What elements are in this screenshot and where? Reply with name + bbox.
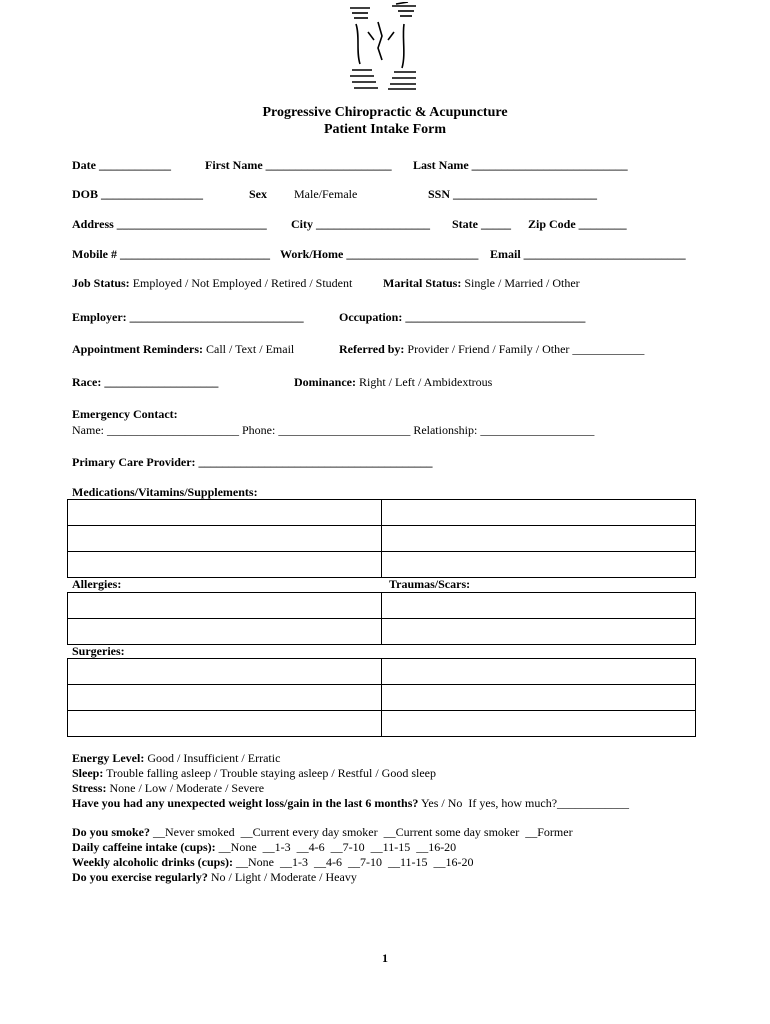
table-row [68, 711, 696, 737]
marital-status[interactable]: Marital Status: Single / Married / Other [383, 276, 580, 290]
energy-level[interactable]: Energy Level: Good / Insufficient / Erratic [72, 751, 281, 765]
traumas-cell[interactable] [382, 593, 696, 619]
sleep[interactable]: Sleep: Trouble falling asleep / Trouble staying asleep / Restful / Good sleep [72, 766, 436, 780]
smoking[interactable]: Do you smoke? __Never smoked __Current every day smoker __Current some day smoker __Former [72, 825, 573, 839]
job-status[interactable]: Job Status: Employed / Not Employed / Retired / Student [72, 276, 353, 290]
emergency-contact-fields[interactable]: Name: ______________________ Phone: ______________________ Relationship: ___________________ [72, 423, 595, 437]
medications-cell[interactable] [68, 526, 382, 552]
page-number: 1 [382, 951, 388, 965]
table-row [68, 659, 696, 685]
table-row [68, 619, 696, 645]
emergency-contact-label: Emergency Contact: [72, 407, 178, 421]
work-home-field[interactable]: Work/Home ______________________ [280, 247, 479, 261]
occupation-field[interactable]: Occupation: ______________________________ [339, 310, 586, 324]
medications-table [67, 499, 696, 578]
traumas-label: Traumas/Scars: [389, 577, 471, 591]
table-row [68, 685, 696, 711]
medications-cell[interactable] [382, 500, 696, 526]
dominance[interactable]: Dominance: Right / Left / Ambidextrous [294, 375, 493, 389]
first-name-field[interactable]: First Name _____________________ [205, 158, 392, 172]
last-name-field[interactable]: Last Name __________________________ [413, 158, 628, 172]
spine-back-icon [348, 2, 418, 90]
surgeries-label: Surgeries: [72, 644, 125, 658]
surgeries-cell[interactable] [382, 711, 696, 737]
surgeries-cell[interactable] [68, 685, 382, 711]
exercise[interactable]: Do you exercise regularly? No / Light / Moderate / Heavy [72, 870, 357, 884]
table-row [68, 593, 696, 619]
form-clinic-name: Progressive Chiropractic & Acupuncture [262, 105, 508, 120]
ssn-field[interactable]: SSN ________________________ [428, 187, 598, 201]
race-field[interactable]: Race: ___________________ [72, 375, 219, 389]
medications-label: Medications/Vitamins/Supplements: [72, 485, 258, 499]
alcohol-intake[interactable]: Weekly alcoholic drinks (cups): __None __1-3 __4-6 __7-10 __11-15 __16-20 [72, 855, 474, 869]
email-field[interactable]: Email ___________________________ [490, 247, 686, 261]
medications-cell[interactable] [382, 526, 696, 552]
table-row [68, 526, 696, 552]
sex-options[interactable]: Male/Female [294, 187, 358, 201]
allergies-label: Allergies: [72, 577, 122, 591]
table-row [68, 500, 696, 526]
allergies-traumas-table [67, 592, 696, 645]
allergies-cell[interactable] [68, 593, 382, 619]
dob-field[interactable]: DOB _________________ [72, 187, 204, 201]
city-field[interactable]: City ___________________ [291, 217, 430, 231]
medications-cell[interactable] [382, 552, 696, 578]
surgeries-table [67, 658, 696, 737]
primary-care-provider-field[interactable]: Primary Care Provider: _______________________________________ [72, 455, 433, 469]
stress[interactable]: Stress: None / Low / Moderate / Severe [72, 781, 265, 795]
form-title: Patient Intake Form [323, 122, 447, 137]
appointment-reminders[interactable]: Appointment Reminders: Call / Text / Email [72, 342, 295, 356]
medications-cell[interactable] [68, 552, 382, 578]
referred-by[interactable]: Referred by: Provider / Friend / Family / Other ____________ [339, 342, 645, 356]
surgeries-cell[interactable] [68, 659, 382, 685]
allergies-cell[interactable] [68, 619, 382, 645]
surgeries-cell[interactable] [382, 685, 696, 711]
caffeine-intake[interactable]: Daily caffeine intake (cups): __None __1-3 __4-6 __7-10 __11-15 __16-20 [72, 840, 457, 854]
mobile-field[interactable]: Mobile # _________________________ [72, 247, 270, 261]
traumas-cell[interactable] [382, 619, 696, 645]
zip-field[interactable]: Zip Code ________ [528, 217, 627, 231]
address-field[interactable]: Address _________________________ [72, 217, 267, 231]
sex-label: Sex [249, 187, 267, 201]
weight-change[interactable]: Have you had any unexpected weight loss/gain in the last 6 months? Yes / No If yes, how much?____________ [72, 796, 630, 810]
medications-cell[interactable] [68, 500, 382, 526]
employer-field[interactable]: Employer: _____________________________ [72, 310, 304, 324]
surgeries-cell[interactable] [68, 711, 382, 737]
state-field[interactable]: State _____ [452, 217, 511, 231]
table-row [68, 552, 696, 578]
date-field[interactable]: Date ____________ [72, 158, 171, 172]
surgeries-cell[interactable] [382, 659, 696, 685]
